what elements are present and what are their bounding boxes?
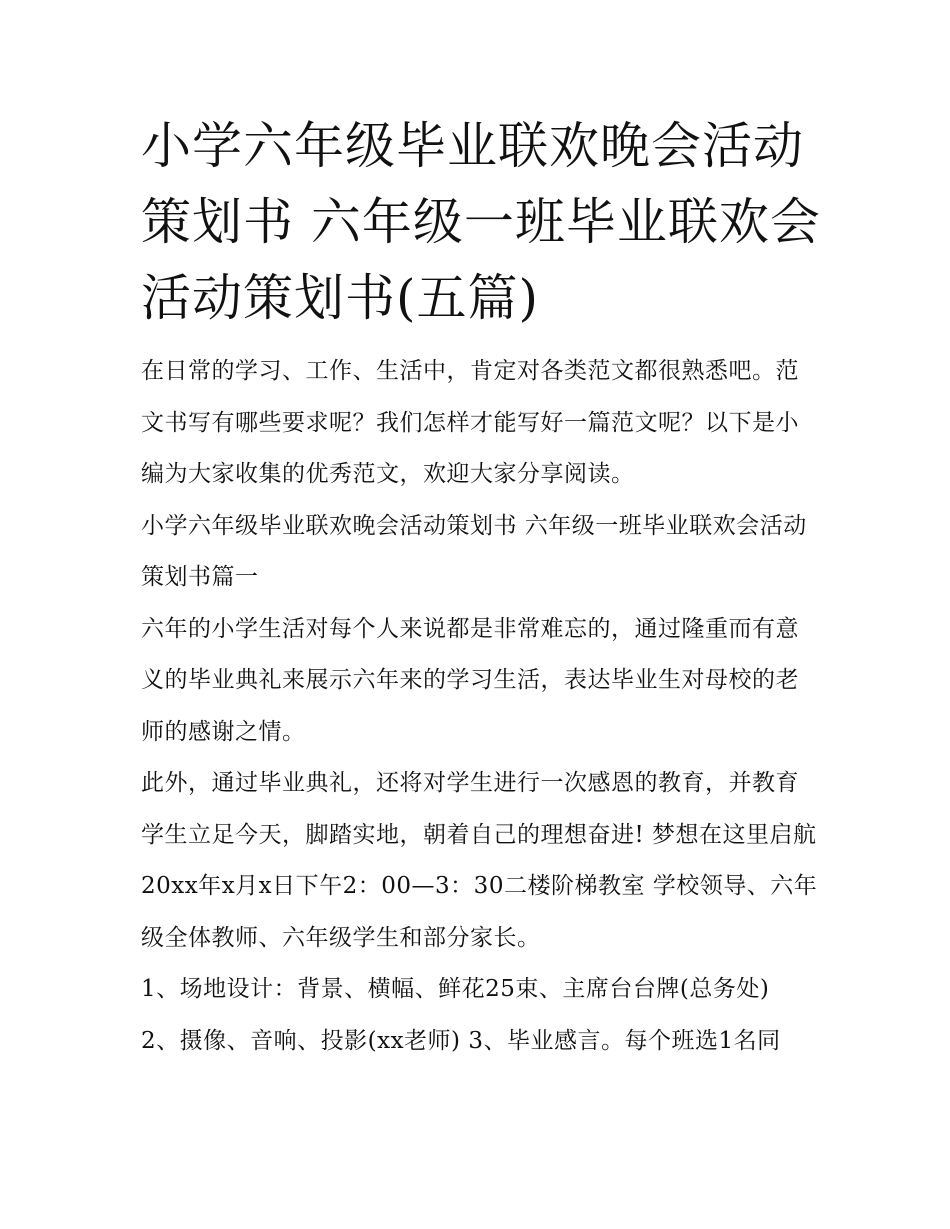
document-title: 小学六年级毕业联欢晚会活动策划书 六年级一班毕业联欢会活动策划书(五篇) — [141, 117, 821, 327]
section-heading: 小学六年级毕业联欢晚会活动策划书 六年级一班毕业联欢会活动策划书篇一 — [141, 512, 807, 590]
list-item-venue: 1、场地设计：背景、横幅、鲜花25束、主席台台牌(总务处) — [141, 976, 770, 1002]
paragraph-time-place: 20xx年x月x日下午2：00—3：30二楼阶梯教室 学校领导、六年级全体教师、六年级学生和部分家长。 — [141, 873, 818, 951]
paragraph-education: 此外，通过毕业典礼，还将对学生进行一次感恩的教育，并教育学生立足今天，脚踏实地，朝着自己的理想奋进! 梦想在这里启航 — [141, 770, 817, 848]
document-page — [141, 108, 821, 1067]
document-body — [141, 346, 821, 1067]
paragraph-intro: 在日常的学习、工作、生活中，肯定对各类范文都很熟悉吧。范文书写有哪些要求呢？我们怎样才能写好一篇范文呢？以下是小编为大家收集的优秀范文，欢迎大家分享阅读。 — [141, 358, 799, 487]
list-item-media: 2、摄像、音响、投影(xx老师) 3、毕业感言。每个班选1名同 — [141, 1027, 781, 1054]
paragraph-purpose: 六年的小学生活对每个人来说都是非常难忘的，通过隆重而有意义的毕业典礼来展示六年来的学习生活，表达毕业生对母校的老师的感谢之情。 — [141, 615, 799, 745]
